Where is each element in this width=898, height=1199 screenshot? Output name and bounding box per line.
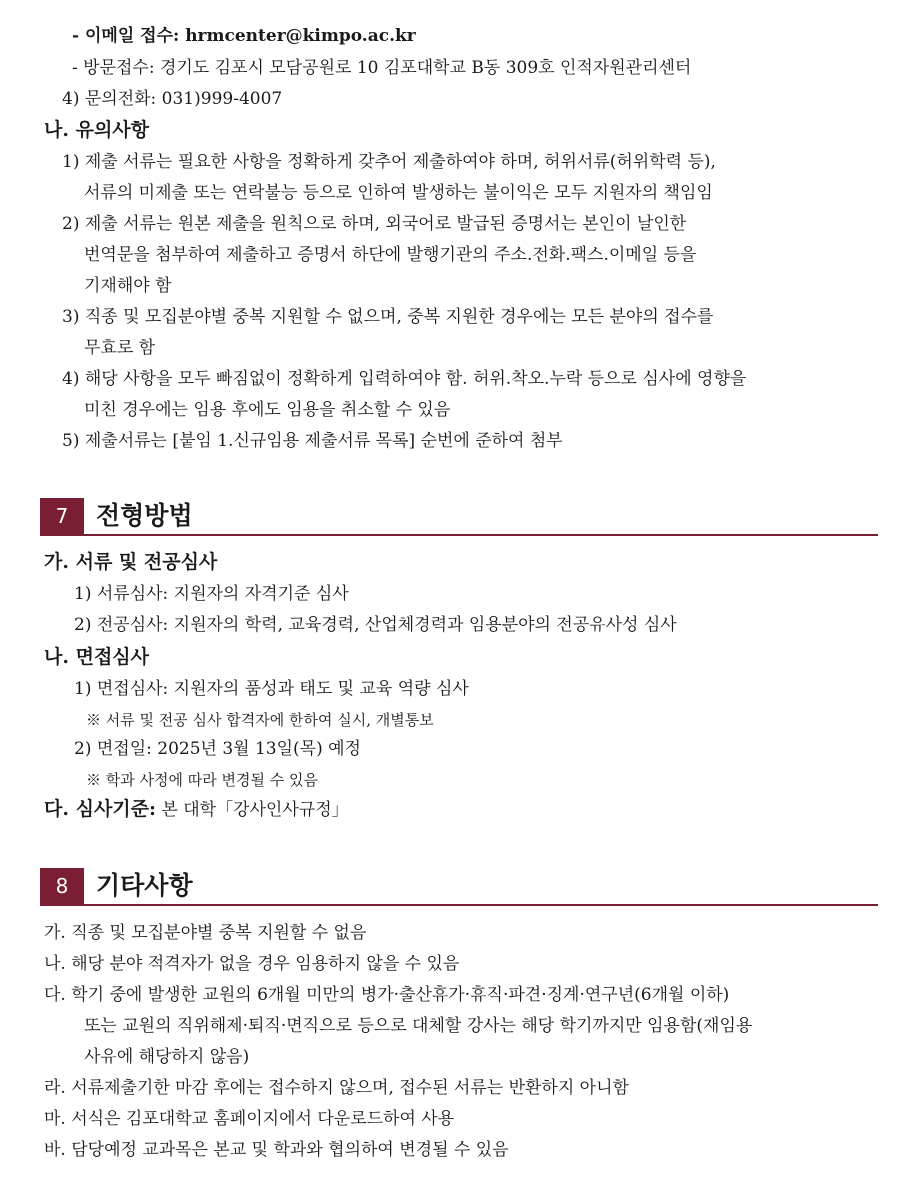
notice-line: 번역문을 첨부하여 제출하고 증명서 하단에 발행기관의 주소.전화.팩스.이메일 등을: [84, 245, 697, 265]
email-submission: - 이메일 접수: hrmcenter@kimpo.ac.kr: [72, 26, 416, 46]
interview-note: ※ 서류 및 전공 심사 합격자에 한하여 실시, 개별통보: [86, 711, 434, 729]
section-title: 기타사항: [96, 871, 193, 900]
section-number: 8: [40, 868, 84, 904]
major-review-item: 2) 전공심사: 지원자의 학력, 교육경력, 산업체경력과 임용분야의 전공유사성 심사: [74, 615, 677, 635]
misc-item-cont: 사유에 해당하지 않음): [84, 1047, 250, 1067]
interview-date-note: ※ 학과 사정에 따라 변경될 수 있음: [86, 771, 318, 789]
review-criteria-text: 본 대학「강사인사규정」: [156, 800, 349, 820]
section-7-header: [40, 498, 878, 536]
interview-heading: 나. 면접심사: [44, 646, 149, 668]
notice-line: 기재해야 함: [84, 276, 172, 296]
misc-item: 가. 직종 및 모집분야별 중복 지원할 수 없음: [44, 923, 367, 943]
misc-item: 마. 서식은 김포대학교 홈페이지에서 다운로드하여 사용: [44, 1109, 455, 1129]
section-title: 전형방법: [96, 501, 193, 530]
misc-item: 라. 서류제출기한 마감 후에는 접수하지 않으며, 접수된 서류는 반환하지 아니함: [44, 1078, 629, 1098]
visit-submission: - 방문접수: 경기도 김포시 모담공원로 10 김포대학교 B동 309호 인적자원관리센터: [72, 58, 692, 78]
review-criteria-label: 다. 심사기준:: [44, 798, 157, 820]
document-review-item: 1) 서류심사: 지원자의 자격기준 심사: [74, 584, 349, 604]
misc-item: 다. 학기 중에 발생한 교원의 6개월 미만의 병가·출산휴가·휴직·파견·징계·연구년(6개월 이하): [44, 985, 730, 1005]
interview-item: 1) 면접심사: 지원자의 품성과 태도 및 교육 역량 심사: [74, 679, 469, 699]
misc-item: 바. 담당예정 교과목은 본교 및 학과와 협의하여 변경될 수 있음: [44, 1140, 509, 1160]
notice-line: 3) 직종 및 모집분야별 중복 지원할 수 없으며, 중복 지원한 경우에는 모든 분야의 접수를: [62, 307, 714, 327]
notice-line: 4) 해당 사항을 모두 빠짐없이 정확하게 입력하여야 함. 허위.착오.누락 등으로 심사에 영향을: [62, 369, 747, 389]
misc-item: 나. 해당 분야 적격자가 없을 경우 임용하지 않을 수 있음: [44, 954, 460, 974]
notice-line: 2) 제출 서류는 원본 제출을 원칙으로 하며, 외국어로 발급된 증명서는 본인이 날인한: [62, 214, 687, 234]
notice-line: 미친 경우에는 임용 후에도 임용을 취소할 수 있음: [84, 400, 451, 420]
notice-heading: 나. 유의사항: [44, 119, 149, 141]
notice-line: 1) 제출 서류는 필요한 사항을 정확하게 갖추어 제출하여야 하며, 허위서류(허위학력 등),: [62, 152, 716, 172]
inquiry-phone: 4) 문의전화: 031)999-4007: [62, 89, 283, 109]
document-review-heading: 가. 서류 및 전공심사: [44, 551, 218, 573]
review-criteria: [44, 798, 349, 821]
section-8-header: [40, 868, 878, 906]
notice-line: 서류의 미제출 또는 연락불능 등으로 인하여 발생하는 불이익은 모두 지원자의 책임임: [84, 183, 713, 203]
notice-line: 5) 제출서류는 [붙임 1.신규임용 제출서류 목록] 순번에 준하여 첨부: [62, 431, 563, 451]
notice-line: 무효로 함: [84, 338, 156, 358]
misc-item-cont: 또는 교원의 직위해제·퇴직·면직으로 등으로 대체할 강사는 해당 학기까지만 임용함(재임용: [84, 1016, 753, 1036]
interview-date: 2) 면접일: 2025년 3월 13일(목) 예정: [74, 739, 361, 759]
section-number: 7: [40, 498, 84, 534]
